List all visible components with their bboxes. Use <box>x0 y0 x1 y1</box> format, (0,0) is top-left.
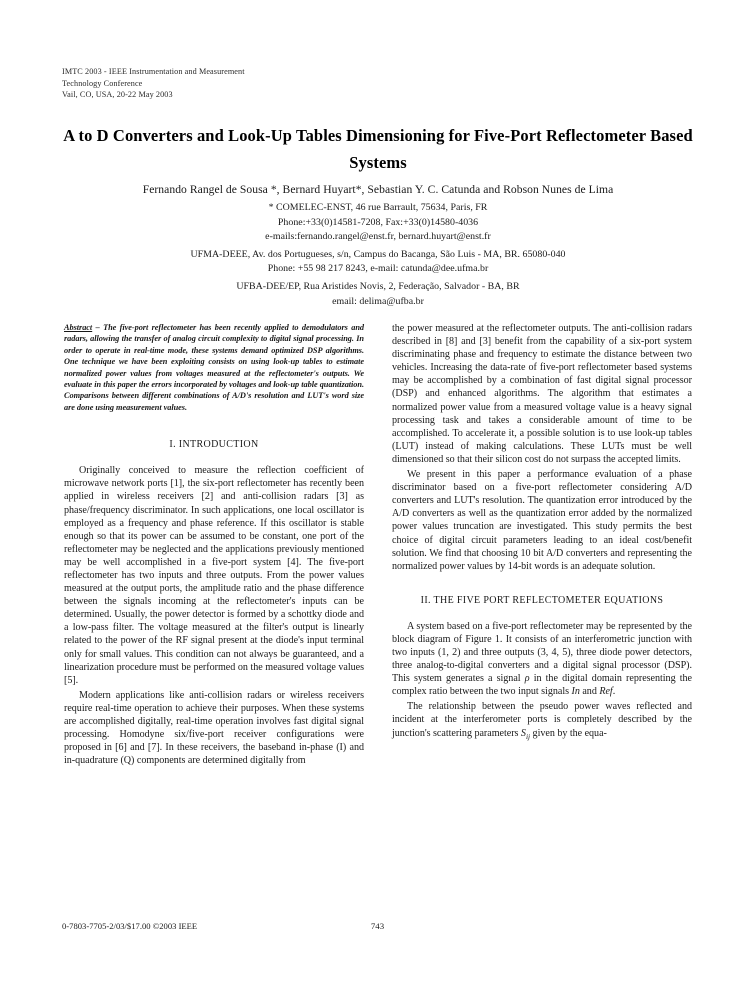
affiliation-ufba <box>62 280 694 309</box>
conference-header <box>62 66 245 101</box>
conference-header-line-2: Technology Conference <box>62 78 143 88</box>
paragraph: Modern applications like anti-collision radars or wireless receivers require real-time operation to achieve their purposes. When these systems are accomplished digitally, real-time operation involves fast digital signal processing. Homodyne six/five-port receiver configurations were proposed in [6] and [7]. In these receivers, the baseband in-phase (I) and in-quadrature (Q) components are determined digitally from <box>64 689 364 767</box>
column-left <box>64 322 364 767</box>
symbol-in: In <box>571 686 580 698</box>
section-heading-five-port-equations: II. THE FIVE PORT REFLECTOMETER EQUATIONS <box>420 594 664 606</box>
affiliation-line: * COMELEC-ENST, 46 rue Barrault, 75634, Paris, FR <box>268 202 488 213</box>
section-heading-introduction: I. INTRODUCTION <box>169 439 259 451</box>
conference-header-line-3: Vail, CO, USA, 20-22 May 2003 <box>62 90 173 100</box>
paragraph: Originally conceived to measure the reflection coefficient of microwave network ports [1], the six-port reflectometer has recently been applied in wireless receivers [2] and anti-collision radars [3] as phase/frequency discriminator. In such applications, one local oscillator is employed as a frequency and phase reference. If this oscillator is stable enough so that its power can be assumed to be constant, one port of the reflectometer may be neglected and the applications previously mentioned may be well accomplished in a five-port system [4]. The five-port reflectometer has two inputs and three outputs. From the power values measured at the output ports, the amplitude ratio and the phase difference between the signals incoming at the reflectometer's inputs can be determined. Usually, the power detector is formed by a schottky diode and a low-pass filter. The voltage measured at the filter's output is linearly related to the power of the RF signal present at the diode's input terminal only for small values. This condition can not always be guaranteed, and a linearization procedure must be performed on the measured voltage values [5]. <box>64 465 364 686</box>
authors-affiliations-block <box>62 182 694 309</box>
affiliation-line: email: delima@ufba.br <box>332 295 424 307</box>
paragraph-part: A system based on a five-port reflectometer may be represented by the block diagram of Figure 1. It consists of an interferometric junction with two inputs (1, 2) and three outputs (3, 4, 5), three diode power detectors, three analog-to-digital converters and a digital signal processor (DSP). This system generates a signal <box>392 620 692 685</box>
paragraph: We present in this paper a performance evaluation of a phase discriminator based on a five-port reflectometer considering A/D converters and LUT's resolution. The quantization error introduced by the A/D converters as well as the quantization error added by the normalized power values truncation are investigated. This study permits the best choice of digital circuit parameters leading to an ideal cost/benefit solution. We find that choosing 10 bit A/D converters and representing the normalized power values by 14-bit words is an adequate solution. <box>392 469 692 572</box>
abstract-block <box>64 322 364 413</box>
footer-page-number: 743 <box>370 921 385 931</box>
author-list: Fernando Rangel de Sousa *, Bernard Huyart*, Sebastian Y. C. Catunda and Robson Nunes de Lima <box>142 183 614 196</box>
symbol-s-matrix: S <box>520 727 526 739</box>
affiliation-comelec <box>62 201 694 245</box>
column-right <box>392 322 692 743</box>
paragraph-part: The relationship between the pseudo power waves reflected and incident at the interferometer ports is completely described by the junction's scattering parameters <box>392 701 692 739</box>
paragraph-part: and <box>579 686 600 698</box>
paragraph-part: . <box>612 686 616 698</box>
symbol-ref: Ref <box>599 686 613 698</box>
affiliation-line: e-mails:fernando.rangel@enst.fr, bernard.huyart@enst.fr <box>265 231 491 243</box>
abstract-text: The five-port reflectometer has been recently applied to demodulators and radars, allowing the transfer of analog circuit complexity to digital signal processing. In order to operate in real-time mode, these systems demand optimized DSP algorithms. One technique we have been exploiting consists on using look-up tables to estimate normalized power values from voltages measured at the reflectometer's outputs. We evaluate in this paper the errors incorporated by voltages and look-up table quantization. Comparisons between different combinations of A/D's resolution and LUT's word size are done using measurement values. <box>64 323 364 412</box>
abstract-dash: – <box>92 323 104 332</box>
footer-copyright: 0-7803-7705-2/03/$17.00 ©2003 IEEE <box>62 921 198 931</box>
affiliation-line: Phone:+33(0)14581-7208, Fax:+33(0)14580-4036 <box>277 216 479 228</box>
affiliation-ufma <box>62 248 694 277</box>
symbol-s-subscript: ij <box>525 731 531 741</box>
paragraph <box>392 620 692 699</box>
paragraph <box>392 700 692 742</box>
paper-title: A to D Converters and Look-Up Tables Dimensioning for Five-Port Reflectometer Based Systems <box>63 126 693 172</box>
symbol-rho: ρ <box>524 673 530 685</box>
body-columns <box>64 322 692 882</box>
affiliation-line: UFMA-DEEE, Av. dos Portugueses, s/n, Campus do Bacanga, São Luis - MA, BR. 65080-040 <box>190 248 566 260</box>
paragraph-part: in the digital domain representing the complex ratio between the two input signals <box>392 673 692 698</box>
conference-header-line-1: IMTC 2003 - IEEE Instrumentation and Measurement <box>62 67 245 76</box>
affiliation-line: UFBA-DEE/EP, Rua Aristides Novis, 2, Federação, Salvador - BA, BR <box>236 280 520 292</box>
abstract-label: Abstract <box>64 323 93 332</box>
paragraph-part: given by the equa- <box>530 727 607 739</box>
affiliation-line: Phone: +55 98 217 8243, e-mail: catunda@dee.ufma.br <box>267 263 489 275</box>
paragraph-continued: the power measured at the reflectometer outputs. The anti-collision radars described in [8] and [3] benefit from the capability of a six-port system discriminating phase and frequency to estimate the distance between two vehicles. Increasing the data-rate of five-port reflectometer based systems may be accomplished by a combination of fast digital signal processor (DSP) and enhanced algorithms. The algorithm that estimates a normalized power value from a measured voltage value is a heavy signal processing task and takes a considerable amount of time to be accomplished. To accelerate it, a possible solution is to use look-up tables (LUT) instead of making calculations. These LUTs must be well dimensioned so that their silicon cost do not surpass the accepted limits. <box>392 323 692 465</box>
